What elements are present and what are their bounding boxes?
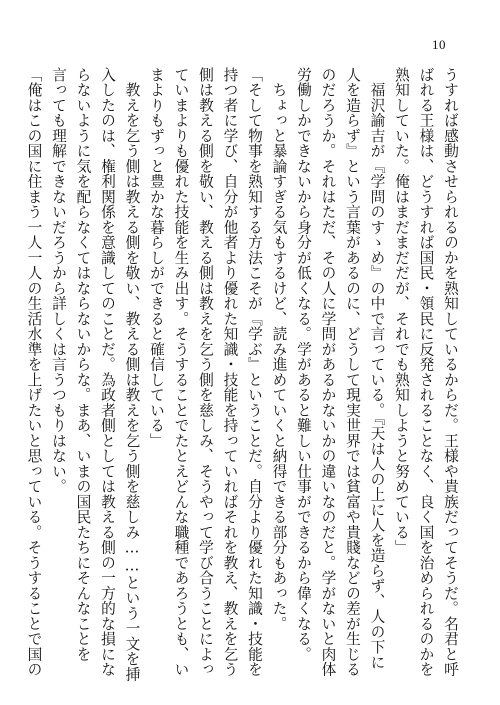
vertical-body-text xyxy=(21,67,462,682)
text-line: うすれば感動させられるのかを熟知しているからだ。王様や貴族だってそうだ。名君と呼 xyxy=(442,67,459,677)
text-line: 教えを乞う側は教える側を敬い、教える側は教えを乞う側を慈しみ……という一文を挿 xyxy=(123,67,141,682)
text-line: ちょっと暴論すぎる気もするけど、読み進めていくと納得できる部分もあった。 xyxy=(270,67,288,632)
text-line: のだろうか。それはただ、その人に学問があるかないかの違いなのだと。学がないと肉体 xyxy=(319,67,337,677)
page-number: 10 xyxy=(432,37,446,52)
text-line: 「そして物事を熟知する方法こそが『学ぶ』ということだ。自分より優れた知識・技能を xyxy=(246,67,263,677)
text-line: まよりもずっと豊かな暮らしができると確信している」 xyxy=(148,67,165,449)
text-line: 福沢諭吉が『学問のすゝめ』の中で言っている。『天は人の上に人を造らず、人の下に xyxy=(368,67,386,670)
text-line: 労働しかできないから身分が低くなる。学があると難しい仕事ができるから偉くなる。 xyxy=(295,67,312,662)
text-line: ばれる王様は、どうすれば国民・領民に反発されることなく、良く国を治められるのかを xyxy=(417,67,435,677)
text-line: 持つ者に学び、自分が他者より優れた知識・技能を持っていればそれを教え、教えを乞う xyxy=(221,67,239,677)
text-line: 熟知していた。俺はまだまだだが、それでも熟知しようと努めている」 xyxy=(393,67,410,555)
text-line: 入したのは、権利関係を意識してのことだ。為政者側としては教える側の一方的な損にな xyxy=(99,67,116,677)
text-line: らないように気を配らなくてはならないからな。まあ、いまの国民たちにそんなことを xyxy=(74,67,92,662)
text-line: 側は教える側を敬い、教える側は教えを乞う側を慈しみ、そうやって学び合うことによっ xyxy=(197,67,214,677)
text-line: ていまよりも優れた技能を生み出す。そうすることでたとえどんな職種であろうとも、い xyxy=(172,67,190,677)
text-line: 「俺はこの国に住まう一人一人の生活水準を上げたいと思っている。そうすることで国の xyxy=(25,67,43,677)
text-line: 人を造らず』という言葉があるのに、どうして現実世界では貧富や貴賤などの差が生じる xyxy=(344,67,361,677)
text-line: 言っても理解できないだろうから詳しくは言うつもりはない。 xyxy=(50,67,67,494)
